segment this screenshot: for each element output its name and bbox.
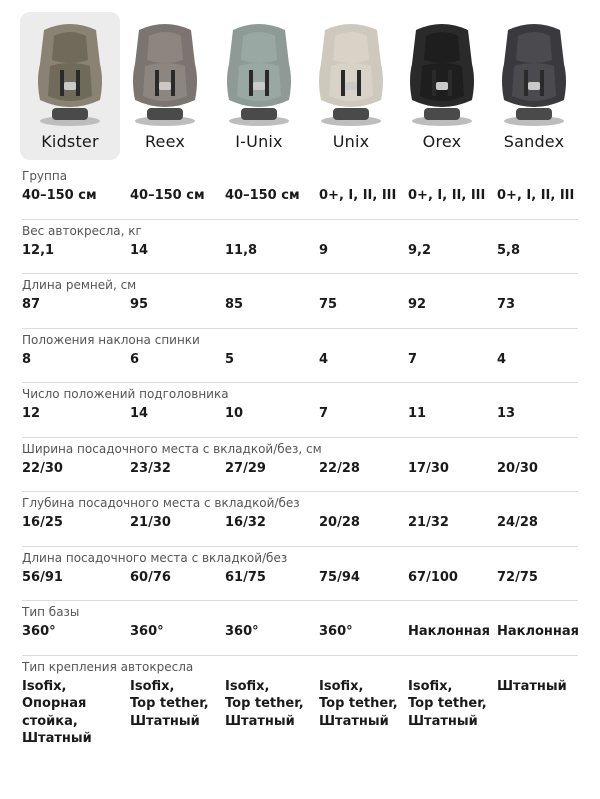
spec-label: Группа [22, 169, 68, 183]
spec-value-unix: 360° [319, 624, 353, 639]
product-name: Unix [332, 132, 370, 151]
spec-value-sandex: 4 [497, 351, 507, 367]
spec-value-orex: Isofix, Top tether, Штатный [408, 678, 487, 729]
spec-value-kidster: 360° [22, 624, 56, 639]
product-kidster[interactable] [20, 12, 120, 160]
spec-row [22, 329, 578, 384]
spec-value-reex: 14 [130, 406, 149, 421]
spec-value-i-unix: 40–150 см [225, 188, 300, 203]
product-header [0, 0, 600, 165]
spec-row [22, 492, 578, 547]
spec-value-kidster: 12 [22, 406, 41, 421]
spec-value-kidster: 40–150 см [22, 188, 97, 203]
spec-row [22, 547, 578, 602]
spec-label: Длина посадочного места с вкладкой/без [22, 550, 288, 565]
spec-value-sandex: 72/75 [497, 569, 538, 585]
car-seat-image [494, 20, 574, 132]
spec-value-sandex: 24/28 [497, 515, 538, 530]
product-name: Sandex [503, 132, 565, 151]
spec-value-reex: 21/30 [130, 515, 171, 530]
spec-label: Тип базы [22, 605, 80, 619]
spec-value-i-unix: 61/75 [225, 569, 266, 585]
spec-value-reex: 6 [130, 351, 140, 367]
spec-value-unix: 4 [319, 351, 329, 367]
spec-value-reex: Isofix, Top tether, Штатный [130, 678, 209, 729]
spec-value-kidster: 8 [22, 351, 32, 367]
spec-value-i-unix: 27/29 [225, 460, 266, 476]
spec-label: Длина ремней, см [22, 278, 137, 292]
spec-label: Вес автокресла, кг [22, 223, 142, 238]
spec-value-i-unix: 5 [225, 351, 235, 367]
spec-label: Ширина посадочного места с вкладкой/без, см [22, 441, 322, 456]
comparison-table [0, 165, 600, 756]
spec-row [22, 165, 578, 220]
spec-value-unix: Isofix, Top tether, Штатный [319, 678, 398, 729]
spec-value-unix: 7 [319, 406, 329, 421]
product-i-unix[interactable] [209, 12, 309, 160]
car-seat-image [402, 20, 482, 132]
spec-label: Тип крепления автокресла [22, 659, 194, 674]
spec-value-kidster: 16/25 [22, 515, 63, 530]
spec-value-reex: 40–150 см [130, 188, 205, 203]
car-seat-image [30, 20, 110, 132]
spec-value-i-unix: Isofix, Top tether, Штатный [225, 678, 304, 729]
spec-value-unix: 9 [319, 242, 329, 258]
product-name: I-Unix [235, 132, 283, 151]
spec-label: Число положений подголовника [22, 387, 229, 401]
spec-value-unix: 22/28 [319, 460, 360, 476]
spec-value-kidster: Isofix, Опорная стойка, Штатный [22, 678, 92, 746]
spec-value-sandex: 13 [497, 406, 516, 421]
product-name: Reex [144, 132, 186, 151]
spec-label: Глубина посадочного места с вкладкой/без [22, 496, 300, 510]
spec-value-unix: 0+, I, II, III [319, 188, 397, 203]
spec-value-sandex: 20/30 [497, 460, 538, 476]
spec-value-i-unix: 85 [225, 297, 244, 312]
spec-row [22, 220, 578, 275]
spec-value-kidster: 22/30 [22, 460, 63, 476]
spec-value-sandex: Штатный [497, 678, 567, 694]
spec-value-reex: 95 [130, 297, 149, 312]
spec-value-sandex: Наклонная [497, 624, 580, 639]
product-unix[interactable] [301, 12, 401, 160]
spec-value-i-unix: 10 [225, 406, 244, 421]
product-name: Kidster [41, 132, 99, 151]
product-reex[interactable] [115, 12, 215, 160]
spec-row [22, 656, 578, 756]
spec-value-orex: 7 [408, 351, 418, 367]
spec-value-reex: 23/32 [130, 460, 171, 476]
product-name: Orex [422, 132, 462, 151]
spec-value-unix: 20/28 [319, 515, 360, 530]
spec-value-orex: 9,2 [408, 242, 432, 258]
spec-value-orex: 11 [408, 406, 427, 421]
product-sandex[interactable] [484, 12, 584, 160]
spec-value-kidster: 56/91 [22, 569, 63, 585]
spec-value-orex: 0+, I, II, III [408, 188, 486, 203]
spec-value-orex: 21/32 [408, 515, 449, 530]
spec-row [22, 383, 578, 438]
spec-value-i-unix: 11,8 [225, 242, 258, 258]
spec-value-i-unix: 16/32 [225, 515, 266, 530]
car-seat-image [125, 20, 205, 132]
spec-value-unix: 75/94 [319, 569, 360, 585]
spec-label: Положения наклона спинки [22, 332, 200, 347]
spec-value-sandex: 5,8 [497, 242, 521, 258]
spec-value-kidster: 12,1 [22, 242, 55, 258]
spec-value-reex: 60/76 [130, 569, 171, 585]
spec-value-orex: 92 [408, 297, 427, 312]
spec-value-reex: 14 [130, 242, 149, 258]
spec-value-orex: 67/100 [408, 569, 458, 585]
spec-value-i-unix: 360° [225, 624, 259, 639]
product-orex[interactable] [392, 12, 492, 160]
spec-row [22, 274, 578, 329]
spec-value-unix: 75 [319, 297, 338, 312]
spec-row [22, 601, 578, 656]
car-seat-image [311, 20, 391, 132]
car-seat-image [219, 20, 299, 132]
spec-value-kidster: 87 [22, 297, 41, 312]
spec-value-orex: Наклонная [408, 624, 491, 639]
spec-value-reex: 360° [130, 624, 164, 639]
spec-row [22, 438, 578, 493]
spec-value-orex: 17/30 [408, 460, 449, 476]
spec-value-sandex: 73 [497, 297, 516, 312]
spec-value-sandex: 0+, I, II, III [497, 188, 575, 203]
